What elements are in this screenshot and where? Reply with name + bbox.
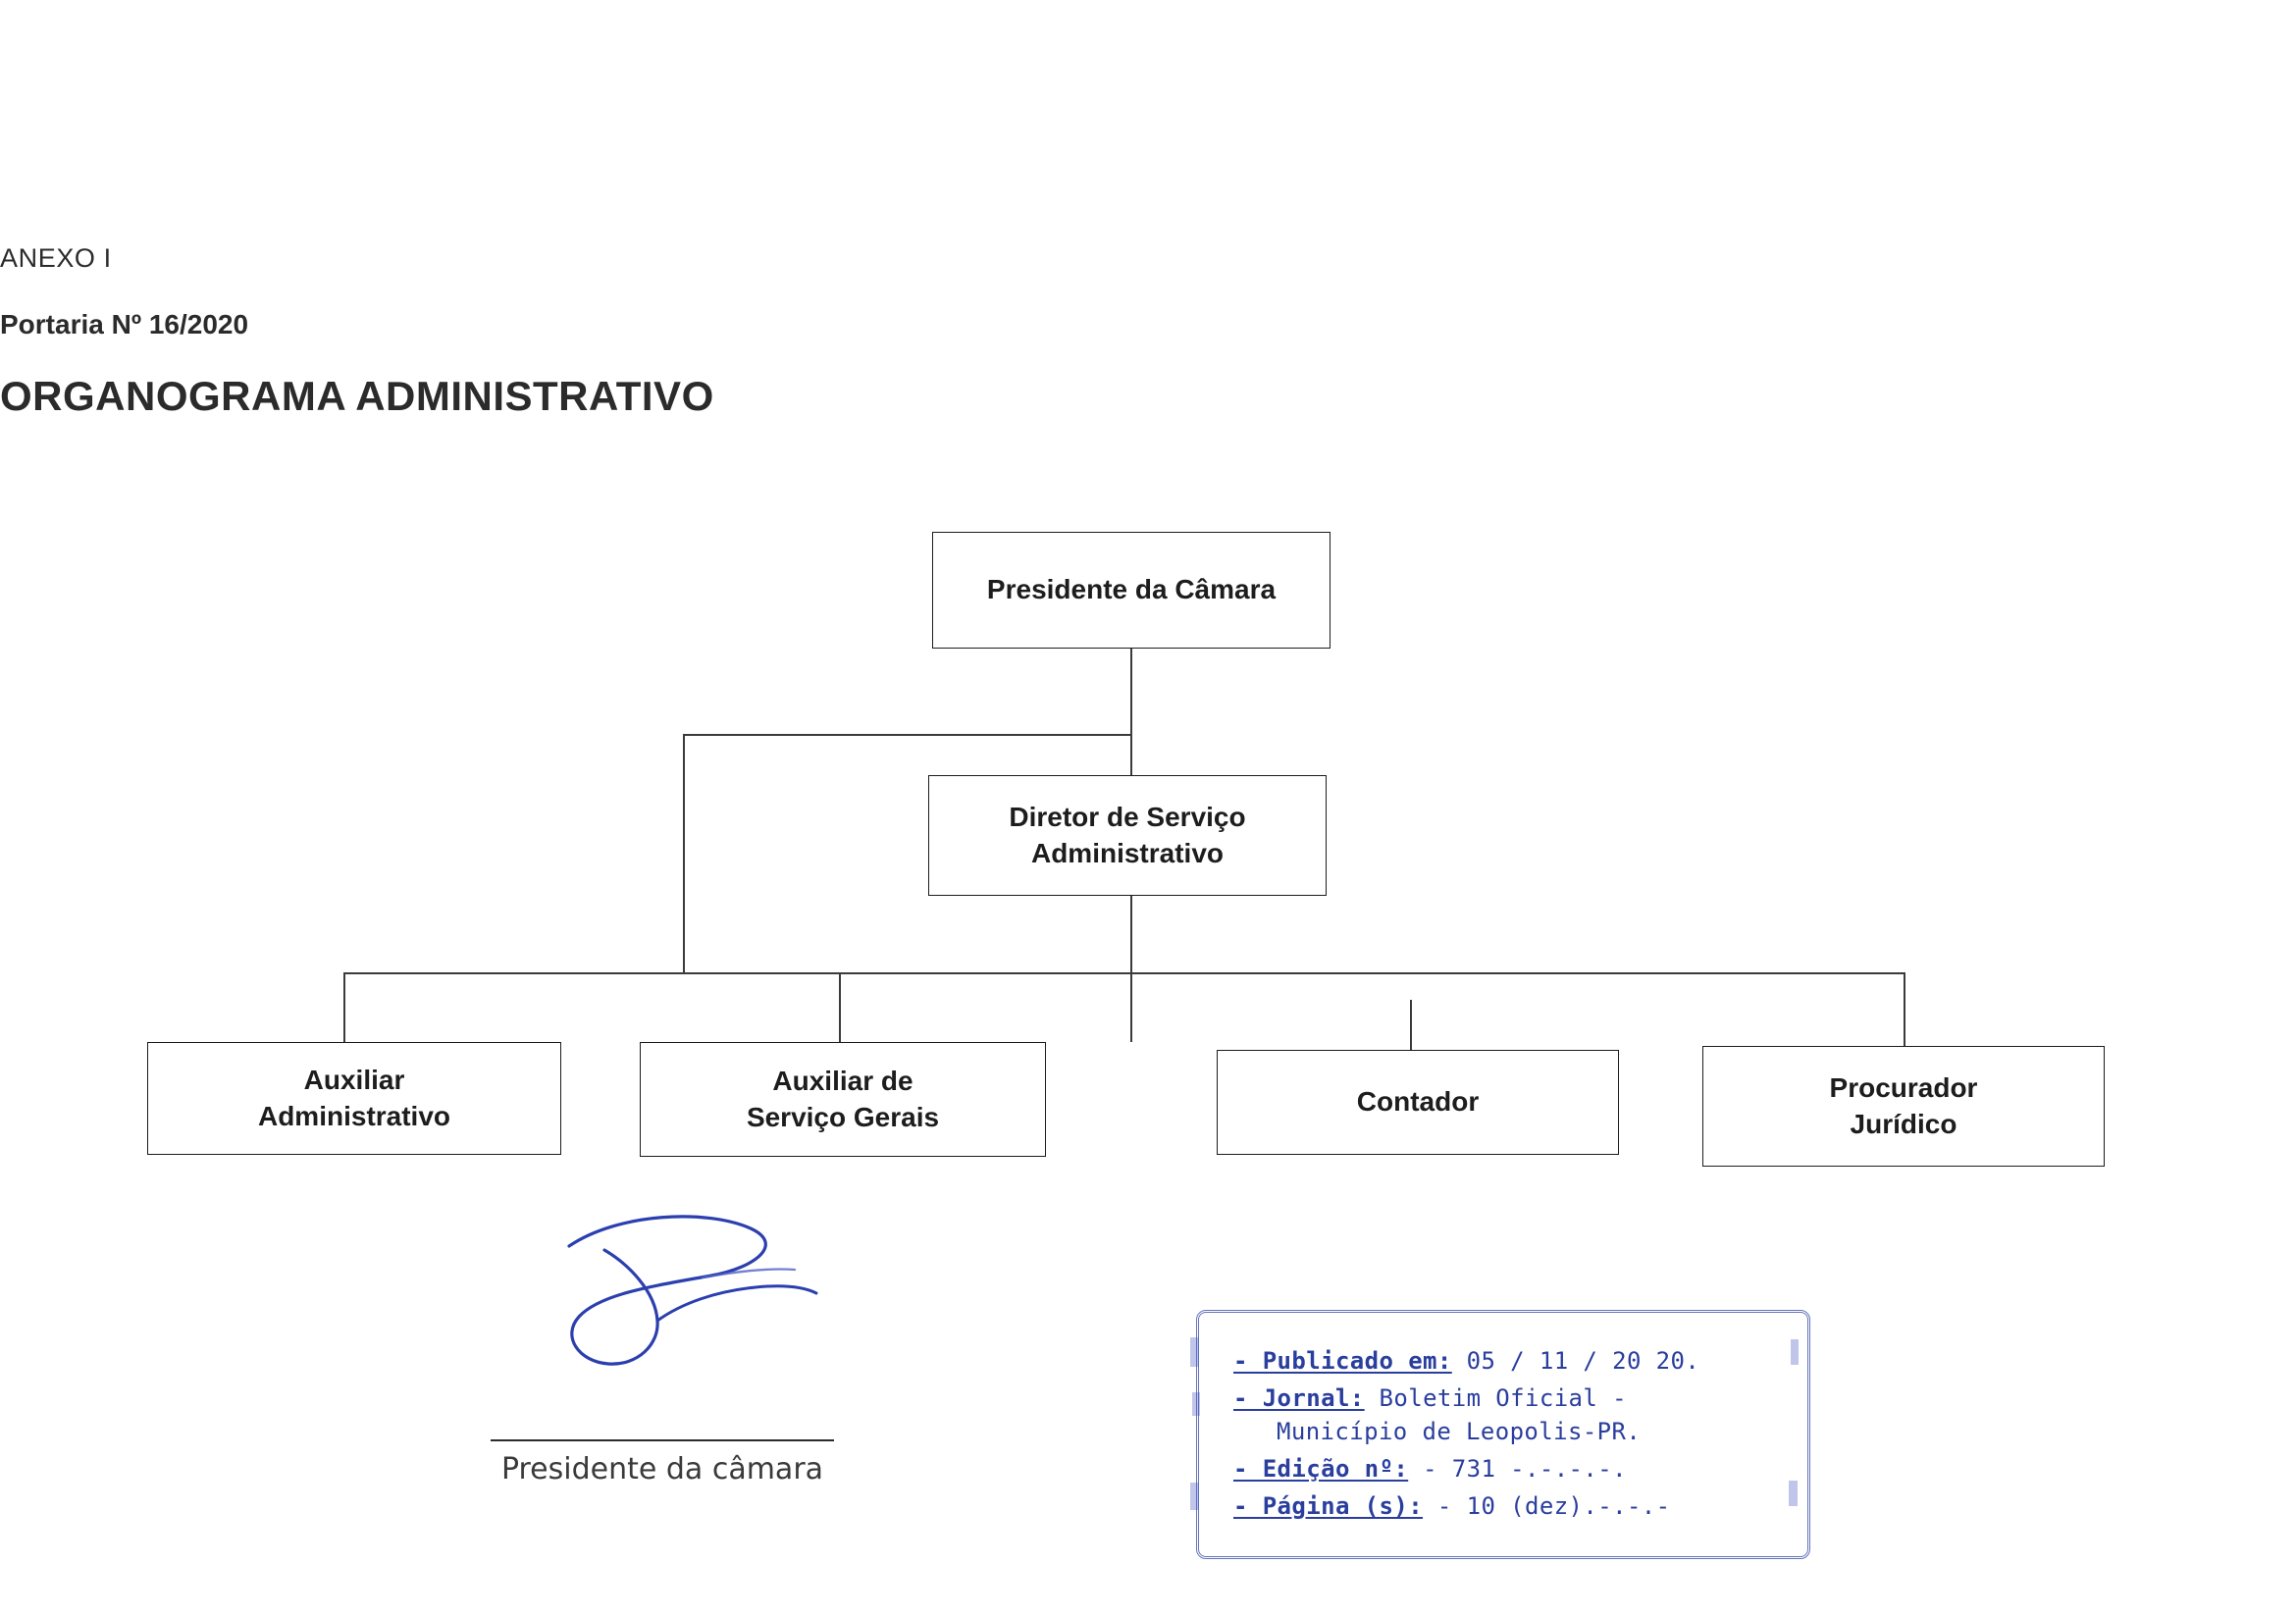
signature-rule — [491, 1439, 834, 1441]
stamp-ink-blot — [1190, 1483, 1199, 1510]
org-node-auxiliar-administrativo — [147, 1042, 561, 1155]
stamp-edition-label: - Edição nº: — [1233, 1455, 1409, 1483]
org-node-auxiliar-servicos-gerais-label-line1: Auxiliar de — [772, 1065, 913, 1096]
stamp-published-label: - Publicado em: — [1233, 1347, 1452, 1375]
stamp-journal-value: Boletim Oficial - — [1379, 1384, 1627, 1412]
org-node-auxiliar-administrativo-label-line2: Administrativo — [257, 1100, 451, 1131]
stamp-page-label: - Página (s): — [1233, 1492, 1424, 1520]
connector-drop-procurador — [1904, 972, 1905, 1046]
stamp-page-value: - 10 (dez).-.-.- — [1436, 1492, 1671, 1520]
page-title: ORGANOGRAMA ADMINISTRATIVO — [0, 373, 714, 419]
org-node-diretor-label-line1: Diretor de Serviço — [1009, 801, 1246, 832]
stamp-ink-blot — [1789, 1481, 1798, 1506]
stamp-journal-value-line2: Município de Leopolis-PR. — [1277, 1418, 1642, 1445]
org-node-auxiliar-servicos-gerais-label-line2: Serviço Gerais — [746, 1101, 940, 1132]
stamp-published-value: 05 / 11 / 20 20. — [1466, 1347, 1700, 1375]
stamp-ink-blot — [1190, 1337, 1199, 1367]
connector-left-riser — [683, 734, 685, 973]
connector-bottom-bus — [343, 972, 1904, 974]
org-node-contador — [1217, 1050, 1619, 1155]
connector-top-bus — [683, 734, 1131, 736]
connector-drop-auxiliar-servicos-gerais — [839, 972, 841, 1042]
org-node-procurador-juridico — [1702, 1046, 2105, 1167]
signature-label: Presidente da câmara — [500, 1452, 824, 1486]
org-node-contador-label: Contador — [1356, 1086, 1480, 1118]
connector-presidente-stem — [1130, 649, 1132, 735]
stamp-published-row — [1233, 1347, 1699, 1375]
org-node-presidente — [932, 532, 1331, 649]
anexo-label: ANEXO I — [0, 243, 112, 273]
connector-presidente-diretor — [1130, 734, 1132, 775]
stamp-ink-blot — [1791, 1339, 1799, 1365]
org-node-diretor-label-line2: Administrativo — [1030, 837, 1224, 868]
signature-mark — [510, 1207, 883, 1403]
org-node-diretor-servico-administrativo — [928, 775, 1327, 896]
stamp-journal-row — [1233, 1384, 1627, 1412]
org-node-auxiliar-servicos-gerais — [640, 1042, 1046, 1157]
connector-drop-auxiliar-administrativo — [343, 972, 345, 1042]
org-node-auxiliar-administrativo-label-line1: Auxiliar — [303, 1064, 405, 1095]
portaria-label: Portaria Nº 16/2020 — [0, 309, 249, 339]
stamp-page-row — [1233, 1492, 1671, 1520]
stamp-edition-value: - 731 -.-.-.-. — [1423, 1455, 1627, 1483]
org-node-procurador-label-line1: Procurador — [1829, 1071, 1978, 1103]
connector-drop-contador — [1410, 1000, 1412, 1050]
publication-stamp — [1182, 1300, 1820, 1565]
stamp-edition-row — [1233, 1455, 1627, 1483]
stamp-journal-label: - Jornal: — [1233, 1384, 1365, 1412]
org-node-procurador-label-line2: Jurídico — [1850, 1108, 1957, 1139]
org-node-presidente-label: Presidente da Câmara — [986, 574, 1277, 605]
stamp-ink-blot — [1192, 1392, 1200, 1416]
connector-diretor-stem — [1130, 896, 1132, 1042]
